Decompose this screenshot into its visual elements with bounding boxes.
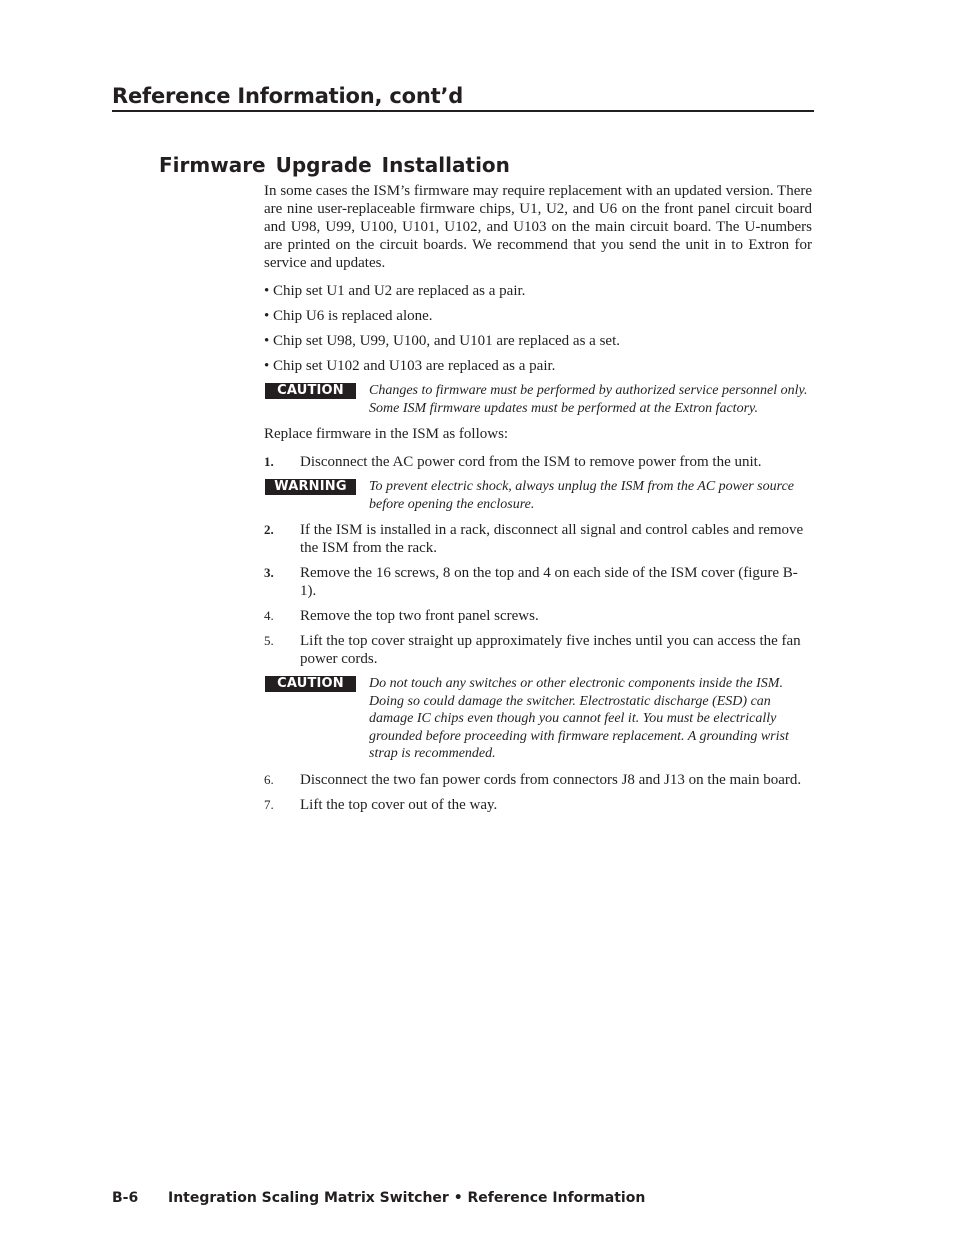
list-item: • Chip set U98, U99, U100, and U101 are replaced as a set. xyxy=(264,333,620,349)
list-item: • Chip U6 is replaced alone. xyxy=(264,308,433,324)
step-number: 2. xyxy=(264,522,274,537)
step-number: 4. xyxy=(264,608,274,623)
list-item: • Chip set U102 and U103 are replaced as a pair. xyxy=(264,358,556,374)
step-item xyxy=(264,453,812,471)
warning-badge: WARNING xyxy=(265,479,356,495)
page-footer xyxy=(112,1190,645,1206)
page-header-title: Reference Information, cont’d xyxy=(112,84,464,108)
section-title: Firmware Upgrade Installation xyxy=(159,153,510,177)
step-item xyxy=(264,521,812,557)
step-number: 5. xyxy=(264,633,274,648)
procedure-steps xyxy=(264,521,812,668)
step-item xyxy=(264,632,812,668)
step-item xyxy=(264,796,812,814)
chip-set-list xyxy=(264,282,812,375)
caution-note xyxy=(264,675,812,763)
step-text: Lift the top cover out of the way. xyxy=(300,796,498,813)
step-number: 1. xyxy=(264,454,274,469)
caution-text: Changes to firmware must be performed by authorized service personnel only. Some ISM firmware updates must be performed at the Extron factory. xyxy=(369,383,808,416)
step-item xyxy=(264,607,812,625)
warning-note xyxy=(264,478,812,513)
step-text: Remove the top two front panel screws. xyxy=(300,608,539,624)
step-text: Lift the top cover straight up approximately five inches until you can access the fan power cords. xyxy=(300,633,801,667)
warning-text: To prevent electric shock, always unplug the ISM from the AC power source before opening the enclosure. xyxy=(369,479,794,512)
page-header xyxy=(112,84,814,112)
step-text: Disconnect the AC power cord from the ISM to remove power from the unit. xyxy=(300,454,762,470)
section-body xyxy=(264,182,812,821)
page-number: B-6 xyxy=(112,1190,139,1206)
caution-text: Do not touch any switches or other electronic components inside the ISM. Doing so could damage the switcher. Electrostatic discharge (ESD) can damage IC chips even though you cannot feel it. You must be electrically grounded before proceeding with firmware replacement. A grounding wrist strap is recommended. xyxy=(369,676,789,761)
procedure-steps xyxy=(264,453,812,471)
step-item xyxy=(264,771,812,789)
replace-intro: Replace firmware in the ISM as follows: xyxy=(264,426,509,442)
step-item xyxy=(264,564,812,600)
footer-text: Integration Scaling Matrix Switcher • Reference Information xyxy=(168,1190,646,1206)
step-number: 3. xyxy=(264,565,274,580)
step-text: Disconnect the two fan power cords from connectors J8 and J13 on the main board. xyxy=(300,771,802,788)
caution-badge: CAUTION xyxy=(265,383,356,399)
caution-note xyxy=(264,382,812,417)
step-number: 7. xyxy=(264,796,274,812)
step-text: If the ISM is installed in a rack, disconnect all signal and control cables and remove the ISM from the rack. xyxy=(300,522,804,556)
caution-badge: CAUTION xyxy=(265,676,356,692)
intro-paragraph: In some cases the ISM’s firmware may require replacement with an updated version. There are nine user-replaceable firmware chips, U1, U2, and U6 on the front panel circuit board and U98, U99, U100, U101, U102, and U103 on the main circuit board. The U-numbers are printed on the circuit boards. We recommend that you send the unit in to Extron for service and updates. xyxy=(264,183,812,271)
step-number: 6. xyxy=(264,771,274,787)
procedure-steps xyxy=(264,771,812,814)
step-text: Remove the 16 screws, 8 on the top and 4 on each side of the ISM cover (figure B-1). xyxy=(300,565,798,599)
list-item: • Chip set U1 and U2 are replaced as a pair. xyxy=(264,283,526,299)
